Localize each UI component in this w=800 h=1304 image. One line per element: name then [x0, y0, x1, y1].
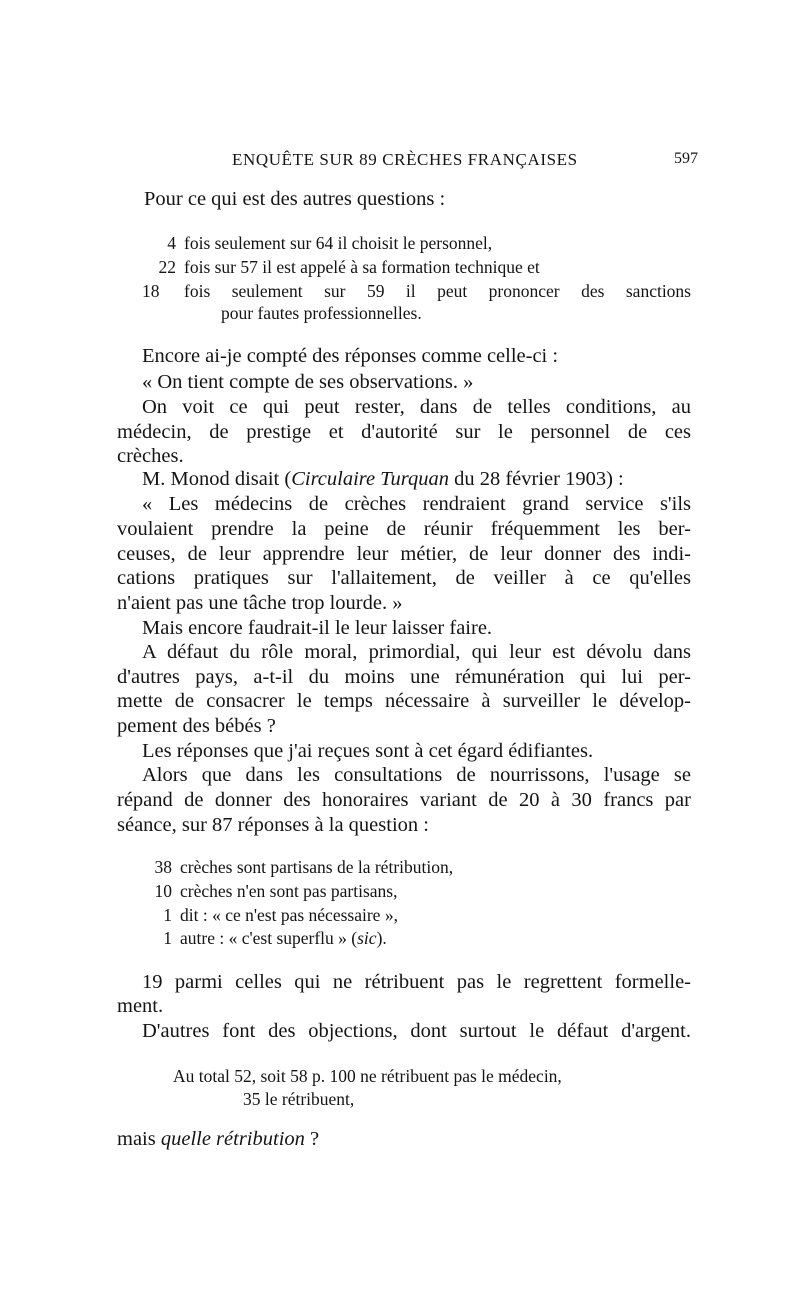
quote-line: ceuses, de leur apprendre leur métier, de leur donner des indi-	[117, 543, 691, 565]
emphasis: quelle rétribution	[160, 1128, 305, 1150]
list-item	[138, 904, 398, 926]
list-item	[142, 232, 492, 254]
list-text: fois sur 57 il est appelé à sa formation technique et	[184, 257, 540, 277]
quote-line: « On tient compte de ses observations. »	[142, 371, 474, 393]
list-item	[138, 856, 453, 878]
list-text: crèches sont partisans de la rétribution,	[180, 857, 454, 877]
list-number: 22	[158, 257, 176, 277]
closing-line	[117, 1127, 319, 1151]
list-item	[138, 880, 397, 902]
list-number: 38	[154, 857, 172, 877]
paragraph-line: crèches.	[117, 445, 184, 467]
text-run: du 28 février 1903) :	[448, 468, 624, 490]
paragraph-line: mette de consacrer le temps nécessaire à surveiller le dévelop-	[117, 690, 691, 712]
list-text: dit : « ce n'est pas nécessaire »,	[180, 905, 398, 925]
paragraph-line: Alors que dans les consultations de nourrissons, l'usage se	[142, 764, 691, 786]
paragraph-line: répand de donner des honoraires variant de 20 à 30 francs par	[117, 789, 691, 811]
paragraph-line: 19 parmi celles qui ne rétribuent pas le regrettent formelle-	[142, 971, 691, 993]
list-item	[142, 280, 691, 302]
list-text: autre : « c'est superflu » (	[180, 928, 358, 948]
sic-note: sic	[357, 928, 377, 948]
paragraph-line: Pour ce qui est des autres questions :	[144, 188, 446, 210]
quote-line: « Les médecins de crèches rendraient grand service s'ils	[142, 493, 691, 515]
list-text: crèches n'en sont pas partisans,	[180, 881, 398, 901]
paragraph-line: médecin, de prestige et d'autorité sur le personnel de ces	[117, 421, 691, 443]
page-header	[120, 148, 698, 172]
paragraph-line: D'autres font des objections, dont surtout le défaut d'argent.	[142, 1020, 691, 1042]
paragraph-line	[142, 467, 624, 491]
text-run: ?	[304, 1128, 320, 1150]
total-line: 35 le rétribuent,	[243, 1089, 355, 1109]
paragraph-line: d'autres pays, a-t-il du moins une rémunération qui lui per-	[117, 666, 691, 688]
quote-line: cations pratiques sur l'allaitement, de veiller à ce qu'elles	[117, 567, 691, 589]
paragraph-line: On voit ce qui peut rester, dans de telles conditions, au	[142, 396, 691, 418]
list-item	[138, 927, 387, 949]
text-run: M. Monod disait (	[142, 468, 292, 490]
paragraph-line: Encore ai-je compté des réponses comme celle-ci :	[142, 345, 559, 367]
quote-line: voulaient prendre la peine de réunir fréquemment les ber-	[117, 518, 691, 540]
paragraph-line: pement des bébés ?	[117, 715, 276, 737]
list-number: 10	[154, 881, 172, 901]
paragraph-line: Les réponses que j'ai reçues sont à cet égard édifiantes.	[142, 740, 594, 762]
list-text: ).	[376, 928, 387, 948]
paragraph-line: Mais encore faudrait-il le leur laisser faire.	[142, 617, 493, 639]
list-text: fois seulement sur 64 il choisit le personnel,	[184, 233, 493, 253]
list-number: 1	[163, 928, 172, 948]
list-number: 4	[167, 233, 176, 253]
list-item	[142, 256, 540, 278]
list-continuation: pour fautes professionnelles.	[221, 303, 422, 323]
text-run: mais	[117, 1128, 161, 1150]
paragraph-line: A défaut du rôle moral, primordial, qui leur est dévolu dans	[142, 641, 691, 663]
page-number: 597	[674, 150, 698, 167]
paragraph-line: séance, sur 87 réponses à la question :	[117, 814, 429, 836]
list-text: fois seulement sur 59 il peut prononcer des sanctions	[184, 281, 691, 301]
paragraph-line: ment.	[117, 995, 164, 1017]
total-line: Au total 52, soit 58 p. 100 ne rétribuent pas le médecin,	[173, 1066, 562, 1086]
citation-title: Circulaire Turquan	[291, 468, 449, 490]
quote-line: n'aient pas une tâche trop lourde. »	[117, 592, 403, 614]
running-title: ENQUÊTE SUR 89 CRÈCHES FRANÇAISES	[232, 150, 578, 169]
list-number: 18	[142, 281, 160, 301]
list-number: 1	[163, 905, 172, 925]
